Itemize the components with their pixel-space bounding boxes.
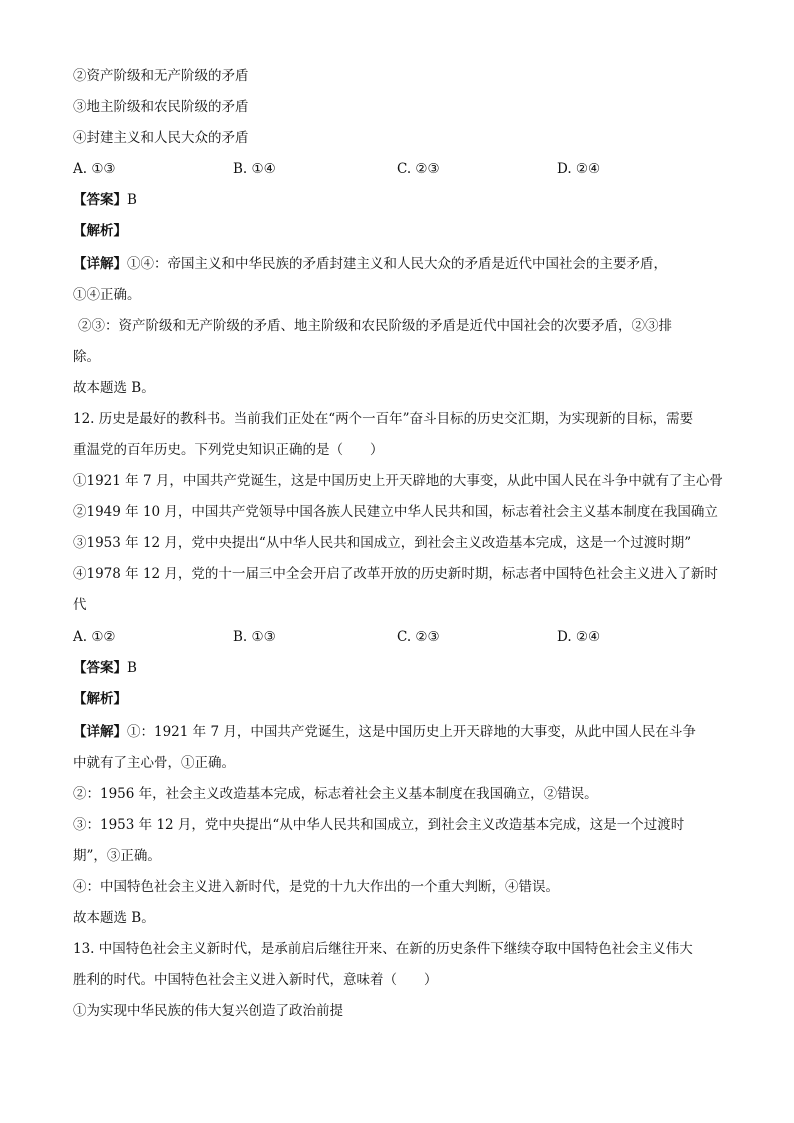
q12-detail-4: ③：1953 年 12 月，党中央提出“从中华人民共和国成立，到社会主义改造基本完成，这是一个过渡时 <box>73 817 685 833</box>
q12-answer <box>73 659 137 677</box>
q12-option-d: D. ②④ <box>557 629 601 645</box>
q11-detail-3: ②③：资产阶级和无产阶级的矛盾、地主阶级和农民阶级的矛盾是近代中国社会的次要矛盾，②③排 <box>78 318 672 334</box>
q11-option-a: A. ①③ <box>73 161 116 177</box>
q11-conclusion: 故本题选 B。 <box>73 380 155 396</box>
q12-stem-1: 12. 历史是最好的教科书。当前我们正处在“两个一百年”奋斗目标的历史交汇期，为实现新的目标，需要 <box>73 411 694 427</box>
q12-option-a: A. ①② <box>73 629 116 645</box>
q11-detail-1 <box>73 255 667 273</box>
q11-detail-2: ①④正确。 <box>73 287 141 303</box>
q12-analysis-label: 【解析】 <box>73 691 127 707</box>
q11-statement-4: ④封建主义和人民大众的矛盾 <box>73 130 249 146</box>
q11-answer-label: 【答案】 <box>73 192 127 208</box>
q11-answer <box>73 191 137 209</box>
q12-answer-value: B <box>127 660 137 676</box>
q12-detail-2: 中就有了主心骨，①正确。 <box>73 755 235 771</box>
q11-detail-1-text: ①④：帝国主义和中华民族的矛盾封建主义和人民大众的矛盾是近代中国社会的主要矛盾， <box>127 256 667 272</box>
q11-option-b: B. ①④ <box>233 161 276 177</box>
q11-statement-3: ③地主阶级和农民阶级的矛盾 <box>73 99 249 115</box>
q12-detail-label: 【详解】 <box>73 724 127 740</box>
q12-answer-label: 【答案】 <box>73 660 127 676</box>
q12-statement-4b: 代 <box>73 597 87 613</box>
q12-option-b: B. ①③ <box>233 629 276 645</box>
q11-detail-4: 除。 <box>73 349 100 365</box>
q12-option-c: C. ②③ <box>397 629 440 645</box>
q12-detail-3: ②：1956 年，社会主义改造基本完成，标志着社会主义基本制度在我国确立，②错误。 <box>73 786 598 802</box>
q13-stem-2: 胜利的时代。中国特色社会主义进入新时代，意味着（ ） <box>73 972 438 988</box>
q12-detail-5: 期”，③正确。 <box>73 848 161 864</box>
q12-conclusion: 故本题选 B。 <box>73 910 155 926</box>
q11-answer-value: B <box>127 192 137 208</box>
q12-statement-2: ②1949 年 10 月，中国共产党领导中国各族人民建立中华人民共和国，标志着社会主义基本制度在我国确立 <box>73 504 718 520</box>
q12-statement-3: ③1953 年 12 月，党中央提出“从中华人民共和国成立，到社会主义改造基本完成，这是一个过渡时期” <box>73 535 692 551</box>
q11-detail-label: 【详解】 <box>73 256 127 272</box>
q12-statement-1: ①1921 年 7 月，中国共产党诞生，这是中国历史上开天辟地的大事变，从此中国人民在斗争中就有了主心骨 <box>73 473 723 489</box>
q12-statement-4a: ④1978 年 12 月，党的十一届三中全会开启了改革开放的历史新时期，标志者中国特色社会主义进入了新时 <box>73 566 718 582</box>
q11-statement-2: ②资产阶级和无产阶级的矛盾 <box>73 68 249 84</box>
q12-detail-1 <box>73 723 696 741</box>
q13-statement-1: ①为实现中华民族的伟大复兴创造了政治前提 <box>73 1003 343 1019</box>
q12-stem-2: 重温党的百年历史。下列党史知识正确的是（ ） <box>73 442 384 458</box>
q11-option-d: D. ②④ <box>557 161 601 177</box>
q12-detail-6: ④：中国特色社会主义进入新时代，是党的十九大作出的一个重大判断，④错误。 <box>73 879 559 895</box>
q11-option-c: C. ②③ <box>397 161 440 177</box>
q11-analysis-label: 【解析】 <box>73 223 127 239</box>
q12-detail-1-text: ①：1921 年 7 月，中国共产党诞生，这是中国历史上开天辟地的大事变，从此中国人民在斗争 <box>127 724 696 740</box>
q13-stem-1: 13. 中国特色社会主义新时代，是承前启后继往开来、在新的历史条件下继续夺取中国特色社会主义伟大 <box>73 941 693 957</box>
